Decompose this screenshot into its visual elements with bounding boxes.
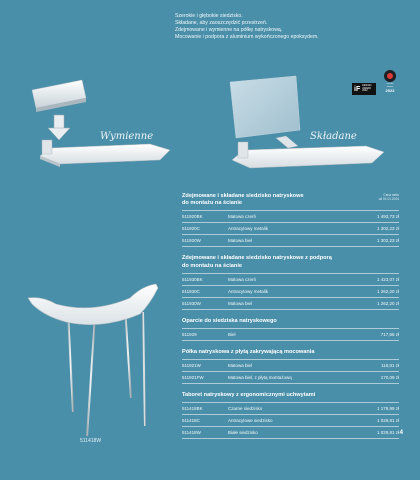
section-title: [182, 318, 399, 325]
sku-cell: 511418BK: [182, 406, 203, 412]
section-title: [182, 392, 399, 399]
price-cell: 1 262,20 zł: [376, 300, 399, 306]
section-title-line: Zdejmowane i składane siedzisko natryskowe: [182, 193, 304, 199]
table-row: [182, 371, 399, 384]
stool-legs-shape: [67, 308, 146, 436]
removable-seat-illustration: [20, 78, 200, 173]
section-title-line: Oparcie do siedziska natryskowego: [182, 317, 277, 324]
intro-line: Składane, aby zaoszczędzić przestrzeń.: [175, 20, 268, 26]
section-title-line: Półka natryskowa z płytą zakrywającą mocowania: [182, 349, 315, 356]
description-cell: Matowa czerń: [228, 276, 257, 282]
price-section: [182, 318, 399, 341]
price-cell: 1 029,81 zł: [376, 418, 399, 424]
price-cell: 1 493,73 zł: [376, 214, 399, 220]
red-dot-line: red dot: [386, 83, 394, 85]
price-table: [182, 193, 399, 447]
description-cell: Matowa biel: [228, 300, 253, 306]
section-title-line: do montażu na ścianie: [182, 200, 242, 207]
folding-seat-illustration: [218, 70, 393, 170]
price-section: [182, 349, 399, 384]
red-dot-year: 2022: [385, 88, 395, 94]
sku-cell: 511920BK: [182, 214, 203, 220]
table-row: [182, 328, 399, 341]
table-row: [182, 359, 399, 371]
seat-shape: [232, 136, 384, 168]
table-row: [182, 426, 399, 439]
description-cell: Antracytowy metalik: [228, 226, 269, 232]
intro-line: Mocowanie i podpora z aluminium wykończonego epoksydem.: [175, 34, 319, 40]
price-section: [182, 255, 399, 309]
intro-line: Zdejmowane i wymienne na półkę natryskową.: [175, 27, 283, 33]
section-title: [182, 349, 399, 356]
if-award-line: 2022: [362, 89, 368, 93]
price-cell: 1 302,23 zł: [376, 238, 399, 244]
sku-cell: 511418C: [182, 418, 200, 424]
table-row: [182, 222, 399, 234]
price-hint-line: od 01.01.2024: [378, 197, 399, 201]
description-cell: Biel: [228, 332, 236, 338]
description-cell: Antracytowy metalik: [228, 288, 269, 294]
price-hint: [379, 193, 399, 201]
page-number: 4: [399, 430, 403, 436]
section-title-line: Taboret natryskowy z ergonomicznymi uchwytami: [182, 392, 316, 399]
price-cell: 170,09 zł: [380, 375, 399, 381]
sku-cell: 511929: [182, 332, 197, 338]
description-cell: Matowa biel, z płytą montażową: [228, 375, 292, 381]
price-cell: 1 029,81 zł: [376, 430, 399, 436]
description-cell: Matowa biel: [228, 238, 253, 244]
photo-sku-label: 511418W: [80, 438, 102, 444]
section-title: [182, 255, 399, 269]
caption-removable: Wymienne: [100, 131, 154, 142]
section-title-line: Zdejmowane i składane siedzisko natryskowe z podporą: [182, 255, 332, 262]
description-cell: Matowa biel: [228, 363, 253, 369]
wall-holder-shape: [32, 80, 86, 112]
price-cell: 118,81 zł: [381, 363, 399, 369]
intro-text: [175, 13, 395, 41]
table-row: [182, 414, 399, 426]
table-row: [182, 273, 399, 285]
description-cell: Matowa czerń: [228, 214, 257, 220]
intro-line: Szerokie i głębokie siedzisko.: [175, 13, 243, 19]
price-cell: 1 262,20 zł: [376, 288, 399, 294]
sku-cell: 511418W: [182, 430, 201, 436]
table-row: [182, 402, 399, 414]
section-title: [182, 193, 399, 207]
sku-cell: 511921FW: [182, 375, 204, 381]
price-cell: 1 423,07 zł: [376, 276, 399, 282]
table-row: [182, 297, 399, 310]
sku-cell: 511930BK: [182, 276, 203, 282]
price-cell: 1 179,99 zł: [376, 406, 399, 412]
caption-folding: Składane: [310, 131, 357, 142]
if-award-line: AWARD: [362, 86, 371, 90]
down-arrow-icon: [48, 115, 70, 140]
sku-cell: 511921W: [182, 363, 201, 369]
price-hint-line: Cena netto: [383, 193, 399, 197]
seat-shape: [40, 140, 170, 167]
description-cell: Białe siedzisko: [228, 430, 258, 436]
if-award-mark: iF: [354, 85, 361, 93]
red-dot-line: winner: [386, 85, 394, 88]
backrest-panel-shape: [230, 76, 300, 138]
stool-seat-shape: [28, 284, 158, 325]
table-row: [182, 210, 399, 222]
table-row: [182, 285, 399, 297]
sku-cell: 511930W: [182, 300, 201, 306]
shower-stool-illustration: [22, 280, 162, 440]
price-section: [182, 193, 399, 247]
section-title-line: do montażu na ścianie: [182, 262, 242, 269]
price-section: [182, 392, 399, 439]
price-cell: 1 302,23 zł: [376, 226, 399, 232]
price-cell: 717,66 zł: [380, 332, 399, 338]
description-cell: Czarne siedzisko: [228, 406, 263, 412]
if-award-line: DESIGN: [362, 83, 372, 87]
table-row: [182, 234, 399, 247]
sku-cell: 511920W: [182, 238, 201, 244]
sku-cell: 511920C: [182, 226, 200, 232]
description-cell: Antracytowe siedzisko: [228, 418, 273, 424]
sku-cell: 511930C: [182, 288, 200, 294]
